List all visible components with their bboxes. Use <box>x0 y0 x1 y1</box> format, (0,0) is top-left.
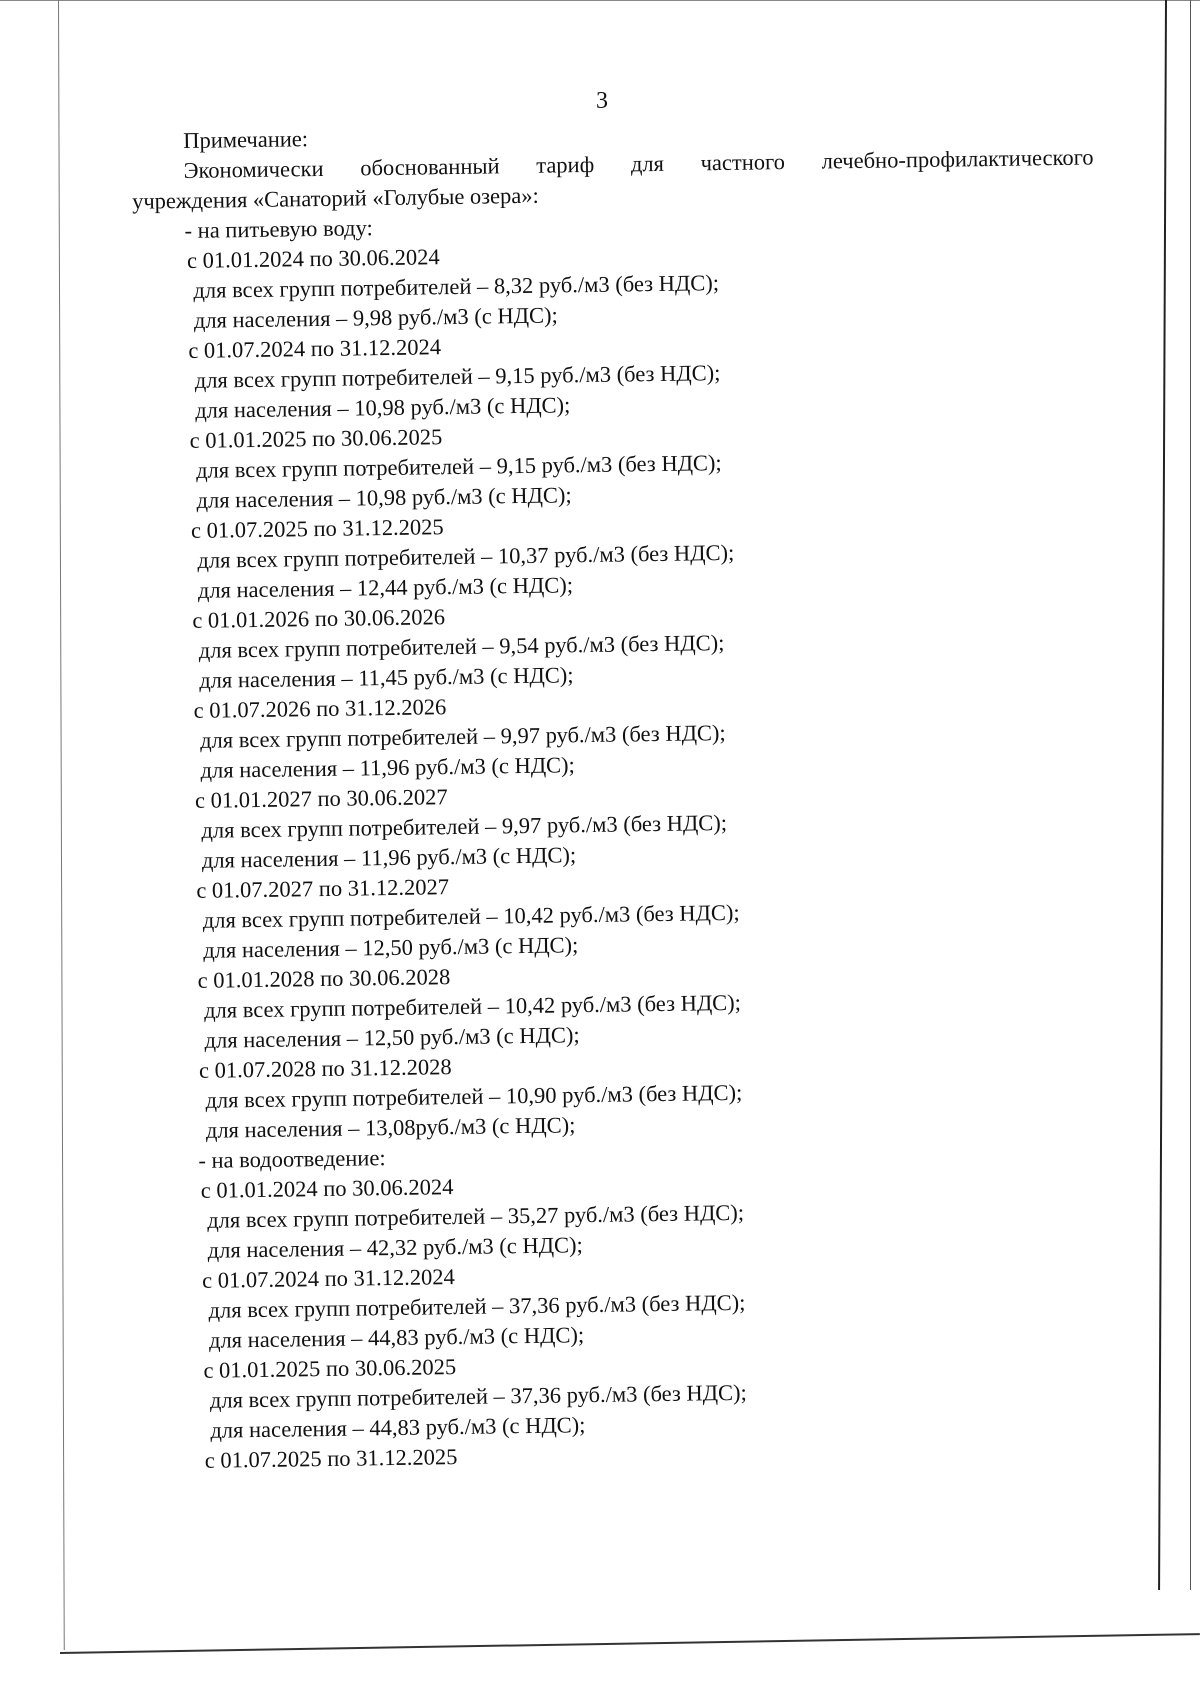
tariff-period: с 01.07.2026 по 31.12.2026 <box>193 694 447 723</box>
tariff-all-consumers: для всех групп потребителей – 35,27 руб./м3 (без НДС); <box>207 1199 745 1233</box>
tariff-period: с 01.01.2026 по 30.06.2026 <box>192 604 446 633</box>
scan-edge-bottom <box>60 1633 1200 1654</box>
intro-word: частного <box>700 149 786 176</box>
intro-word: тариф <box>536 151 595 178</box>
tariff-period: с 01.01.2025 по 30.06.2025 <box>203 1354 457 1383</box>
tariff-all-consumers: для всех групп потребителей – 9,54 руб./м3 (без НДС); <box>198 630 725 663</box>
tariff-period: с 01.07.2028 по 31.12.2028 <box>198 1054 452 1083</box>
sewer-tariff-list <box>199 1162 1113 1445</box>
tariff-period: с 01.01.2024 по 30.06.2024 <box>186 244 440 273</box>
page-number: 3 <box>596 88 608 114</box>
scan-edge-right-outer <box>1190 0 1191 1590</box>
tariff-all-consumers: для всех групп потребителей – 9,15 руб./м3 (без НДС); <box>194 360 721 393</box>
tariff-period: с 01.01.2024 по 30.06.2024 <box>200 1174 454 1203</box>
tariff-all-consumers: для всех групп потребителей – 9,15 руб./м3 (без НДС); <box>195 450 722 483</box>
tariff-all-consumers: для всех групп потребителей – 10,42 руб./м3 (без НДС); <box>203 989 742 1023</box>
tariff-population: для населения – 10,98 руб./м3 (с НДС); <box>196 482 572 513</box>
tariff-period: с 01.07.2027 по 31.12.2027 <box>196 874 450 903</box>
tariff-all-consumers: для всех групп потребителей – 37,36 руб./м3 (без НДС); <box>209 1379 747 1413</box>
tariff-period: с 01.07.2024 по 31.12.2024 <box>188 334 442 363</box>
tariff-all-consumers: для всех групп потребителей – 10,42 руб./м3 (без НДС); <box>202 899 740 933</box>
tariff-period: с 01.01.2025 по 30.06.2025 <box>189 424 443 453</box>
tariff-population: для населения – 9,98 руб./м3 (с НДС); <box>193 302 558 333</box>
scan-edge-right <box>1158 0 1167 1590</box>
tariff-population: для населения – 11,96 руб./м3 (с НДС); <box>200 752 576 783</box>
tariff-all-consumers: для всех групп потребителей – 10,37 руб./м3 (без НДС); <box>197 539 735 573</box>
tariff-population: для населения – 10,98 руб./м3 (с НДС); <box>195 392 571 423</box>
tariff-all-consumers: для всех групп потребителей – 9,97 руб./м3 (без НДС); <box>199 720 726 753</box>
tariff-period: с 01.07.2025 по 31.12.2025 <box>204 1444 458 1473</box>
tariff-period: с 01.01.2027 по 30.06.2027 <box>194 784 448 813</box>
water-heading: - на питьевую воду: <box>184 215 373 243</box>
tariff-all-consumers: для всех групп потребителей – 10,90 руб./м3 (без НДС); <box>205 1079 743 1113</box>
intro-word: обоснованный <box>360 153 500 181</box>
scan-edge-top <box>0 0 1200 1</box>
tariff-population: для населения – 12,50 руб./м3 (с НДС); <box>204 1022 580 1053</box>
scan-edge-left <box>58 0 65 1650</box>
tariff-period: с 01.07.2024 по 31.12.2024 <box>201 1264 455 1293</box>
tariff-population: для населения – 11,96 руб./м3 (с НДС); <box>201 842 577 873</box>
tariff-all-consumers: для всех групп потребителей – 37,36 руб./м3 (без НДС); <box>208 1289 746 1323</box>
tariff-period: с 01.07.2025 по 31.12.2025 <box>190 514 444 543</box>
intro-word: лечебно-профилактического <box>821 144 1094 174</box>
tariff-population: для населения – 42,32 руб./м3 (с НДС); <box>207 1232 583 1263</box>
tariff-all-consumers: для всех групп потребителей – 9,97 руб./м3 (без НДС); <box>201 810 728 843</box>
tariff-population: для населения – 12,50 руб./м3 (с НДС); <box>203 932 579 963</box>
tariff-population: для населения – 13,08руб./м3 (с НДС); <box>205 1112 576 1143</box>
tariff-period: с 01.01.2028 по 30.06.2028 <box>197 964 451 993</box>
tariff-population: для населения – 11,45 руб./м3 (с НДС); <box>199 662 574 693</box>
note-title: Примечание: <box>183 126 309 153</box>
intro-continuation: учреждения «Санаторий «Голубые озера»: <box>131 182 539 214</box>
note-body <box>131 113 1113 1476</box>
sewer-heading: - на водоотведение: <box>198 1145 386 1173</box>
intro-word: Экономически <box>183 155 324 183</box>
tariff-all-consumers: для всех групп потребителей – 8,32 руб./м3 (без НДС); <box>193 270 720 303</box>
tariff-population: для населения – 12,44 руб./м3 (с НДС); <box>197 572 574 603</box>
tariff-population: для населения – 44,83 руб./м3 (с НДС); <box>208 1322 585 1353</box>
intro-word: для <box>630 150 665 177</box>
water-tariff-list <box>185 232 1108 1145</box>
tariff-population: для населения – 44,83 руб./м3 (с НДС); <box>210 1412 586 1443</box>
